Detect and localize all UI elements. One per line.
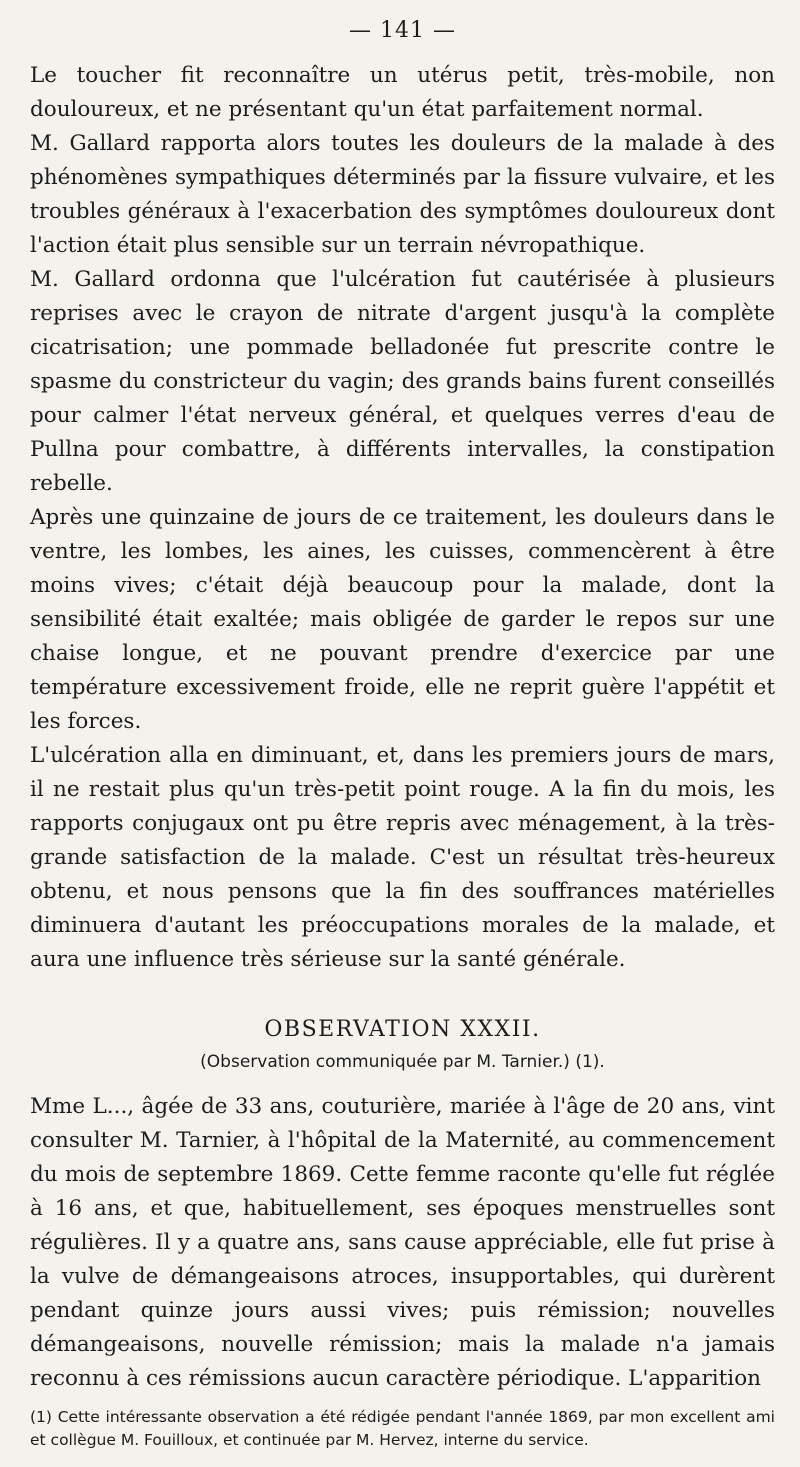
observation-paragraph: Mme L..., âgée de 33 ans, couturière, mariée à l'âge de 20 ans, vint consulter M. Tarnier, à l'hôpital de la Maternité, au commencement du mois de septembre 1869. Cette femme raconte qu'elle fut réglée à 16 ans, et que, habituellement, ses époques menstruelles sont régulières. Il y a quatre ans, sans cause appréciable, elle fut prise à la vulve de démangeaisons atroces, insupportables, qui durèrent pendant quinze jours aussi vives; puis rémission; nouvelles démangeaisons, nouvelle rémission; mais la malade n'a jamais reconnu à ces rémissions aucun caractère périodique. L'apparition (30, 1094, 775, 1391)
page-number: — 141 — (349, 18, 456, 43)
paragraph-2: M. Gallard rapporta alors toutes les douleurs de la malade à des phénomènes sympathiques déterminés par la fissure vulvaire, et les troubles généraux à l'exacerbation des symptômes douloureux dont l'action était plus sensible sur un terrain névropathique. (30, 131, 775, 258)
paragraph-1: Le toucher fit reconnaître un utérus petit, très-mobile, non douloureux, et ne présentant qu'un état parfaitement normal. (30, 63, 775, 122)
main-text (30, 59, 775, 977)
observation-body (30, 1090, 775, 1396)
document-page (30, 18, 775, 1452)
paragraph-4: Après une quinzaine de jours de ce traitement, les douleurs dans le ventre, les lombes, les aines, les cuisses, commencèrent à être moins vives; c'était déjà beaucoup pour la malade, dont la sensibilité était exaltée; mais obligée de garder le repos sur une chaise longue, et ne pouvant prendre d'exercice par une température excessivement froide, elle ne reprit guère l'appétit et les forces. (30, 505, 775, 734)
paragraph-3: M. Gallard ordonna que l'ulcération fut cautérisée à plusieurs reprises avec le crayon de nitrate d'argent jusqu'à la complète cicatrisation; une pommade belladonée fut prescrite contre le spasme du constricteur du vagin; des grands bains furent conseillés pour calmer l'état nerveux général, et quelques verres d'eau de Pullna pour combattre, à différents intervalles, la constipation rebelle. (30, 267, 775, 496)
footnote: (1) Cette intéressante observation a été rédigée pendant l'année 1869, par mon excellent ami et collègue M. Fouilloux, et continuée par M. Hervez, interne du service. (30, 1408, 775, 1449)
paragraph-5: L'ulcération alla en diminuant, et, dans les premiers jours de mars, il ne restait plus qu'un très-petit point rouge. A la fin du mois, les rapports conjugaux ont pu être repris avec ménagement, à la très-grande satisfaction de la malade. C'est un résultat très-heureux obtenu, et nous pensons que la fin des souffrances matérielles diminuera d'autant les préoccupations morales de la malade, et aura une influence très sérieuse sur la santé générale. (30, 743, 775, 972)
observation-subtitle: (Observation communiquée par M. Tarnier.) (1). (200, 1052, 605, 1072)
observation-title: OBSERVATION XXXII. (264, 1017, 541, 1042)
